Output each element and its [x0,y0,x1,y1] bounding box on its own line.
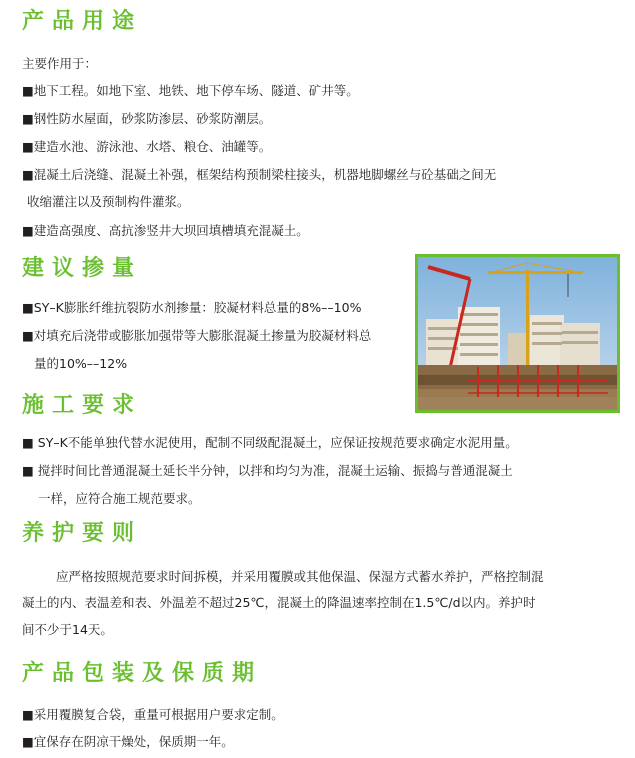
usage-item: ■钢性防水屋面，砂浆防渗层、砂浆防潮层。 [22,111,272,126]
dosage-item: ■SY–K膨胀纤维抗裂防水剂掺量：胶凝材料总量的8%––10% [22,300,362,315]
curing-paragraph-line: 凝土的内、表温差和表、外温差不超过25℃，混凝土的降温速率控制在1.5℃/d以内。养护时 [22,595,536,610]
dosage-title: 建议掺量 [22,256,143,281]
usage-item: ■建造高强度、高抗渗竖井大坝回填槽填充混凝土。 [22,223,309,238]
usage-item: ■混凝土后浇缝、混凝土补强，框架结构预制梁柱接头，机器地脚螺丝与砼基础之间无 [22,167,497,182]
construction-site-illustration [418,257,617,410]
packaging-title: 产品包装及保质期 [22,661,263,686]
packaging-item: ■宜保存在阴凉干燥处，保质期一年。 [22,734,234,749]
usage-item: ■建造水池、游泳池、水塔、粮仓、油罐等。 [22,139,272,154]
curing-paragraph-line: 间不少于14天。 [22,622,113,637]
construction-item-continuation: 一样，应符合施工规范要求。 [38,491,201,506]
curing-paragraph-line: 应严格按照规范要求时间拆模，并采用覆膜或其他保温、保湿方式蓄水养护，严格控制混 [56,569,544,584]
construction-item: ■ SY–K不能单独代替水泥使用，配制不同级配混凝土，应保证按规范要求确定水泥用量。 [22,435,518,450]
curing-title: 养护要则 [22,521,143,546]
construction-item: ■ 搅拌时间比普通混凝土延长半分钟，以拌和均匀为准，混凝土运输、振捣与普通混凝土 [22,463,513,478]
construction-site-photo [415,254,620,413]
dosage-item-continuation: 量的10%––12% [34,356,128,371]
construction-title: 施工要求 [22,393,143,418]
packaging-item: ■采用覆膜复合袋，重量可根据用户要求定制。 [22,707,284,722]
usage-intro: 主要作用于： [22,56,98,71]
usage-title: 产品用途 [22,9,143,34]
usage-item: ■地下工程。如地下室、地铁、地下停车场、隧道、矿井等。 [22,83,359,98]
usage-item-continuation: 收缩灌注以及预制构件灌浆。 [27,194,190,209]
dosage-item: ■对填充后浇带或膨胀加强带等大膨胀混凝土掺量为胶凝材料总 [22,328,372,343]
